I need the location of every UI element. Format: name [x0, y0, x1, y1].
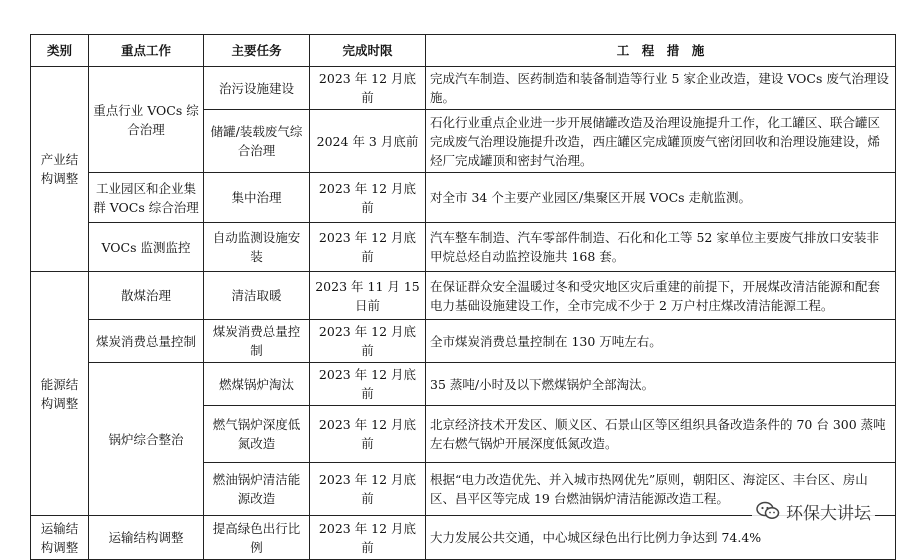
task-cell: 燃气锅炉深度低氮改造	[204, 406, 310, 463]
deadline-cell: 2023 年 12 月底前	[310, 320, 426, 363]
table-row	[31, 320, 896, 363]
table-row	[31, 363, 896, 406]
measure-cell: 在保证群众安全温暖过冬和受灾地区灾后重建的前提下，开展煤改清洁能源和配套电力基础设施建设工作，全市完成不少于 2 万户村庄煤改清洁能源工程。	[426, 272, 896, 320]
key-work-cell: 锅炉综合整治	[89, 363, 204, 516]
group-industry: 产业结构调整	[31, 67, 89, 272]
measure-cell: 35 蒸吨/小时及以下燃煤锅炉全部淘汰。	[426, 363, 896, 406]
measure-cell: 汽车整车制造、汽车零部件制造、石化和化工等 52 家单位主要废气排放口安装非甲烷总烃自动监控设施共 168 套。	[426, 223, 896, 272]
task-cell: 集中治理	[204, 173, 310, 223]
deadline-cell: 2023 年 12 月底前	[310, 223, 426, 272]
group-energy: 能源结构调整	[31, 272, 89, 516]
group-transport: 运输结构调整	[31, 516, 89, 560]
measure-cell: 北京经济技术开发区、顺义区、石景山区等区组织具备改造条件的 70 台 300 蒸吨左右燃气锅炉开展深度低氮改造。	[426, 406, 896, 463]
header-deadline: 完成时限	[310, 35, 426, 67]
key-work-cell: 散煤治理	[89, 272, 204, 320]
task-cell: 燃油锅炉清洁能源改造	[204, 463, 310, 516]
deadline-cell: 2023 年 12 月底前	[310, 67, 426, 110]
measure-cell: 大力发展公共交通，中心城区绿色出行比例力争达到 74.4%	[426, 516, 896, 560]
key-work-cell: VOCs 监测监控	[89, 223, 204, 272]
header-row	[31, 35, 896, 67]
deadline-cell: 2023 年 12 月底前	[310, 173, 426, 223]
table-row	[31, 173, 896, 223]
deadline-cell: 2023 年 12 月底前	[310, 516, 426, 560]
task-cell: 储罐/装载废气综合治理	[204, 110, 310, 173]
key-work-cell: 煤炭消费总量控制	[89, 320, 204, 363]
deadline-cell: 2023 年 12 月底前	[310, 463, 426, 516]
task-cell: 清洁取暖	[204, 272, 310, 320]
watermark	[752, 498, 875, 524]
table-row	[31, 67, 896, 110]
header-measures: 工 程 措 施	[426, 35, 896, 67]
deadline-cell: 2023 年 12 月底前	[310, 363, 426, 406]
deadline-cell: 2024 年 3 月底前	[310, 110, 426, 173]
measure-cell: 根据“电力改造优先、并入城市热网优先”原则，朝阳区、海淀区、丰台区、房山区、昌平区等完成 19 台燃油锅炉清洁能源改造工程。	[426, 463, 896, 516]
governance-measures-table	[30, 34, 896, 560]
task-cell: 治污设施建设	[204, 67, 310, 110]
deadline-cell: 2023 年 11 月 15 日前	[310, 272, 426, 320]
table-row	[31, 272, 896, 320]
wechat-icon	[756, 501, 780, 521]
task-cell: 煤炭消费总量控制	[204, 320, 310, 363]
watermark-text: 环保大讲坛	[786, 503, 871, 524]
key-work-cell: 运输结构调整	[89, 516, 204, 560]
header-main-task: 主要任务	[204, 35, 310, 67]
task-cell: 提高绿色出行比例	[204, 516, 310, 560]
measure-cell: 全市煤炭消费总量控制在 130 万吨左右。	[426, 320, 896, 363]
deadline-cell: 2023 年 12 月底前	[310, 406, 426, 463]
measure-cell: 完成汽车制造、医药制造和装备制造等行业 5 家企业改造，建设 VOCs 废气治理设施。	[426, 67, 896, 110]
header-category: 类别	[31, 35, 89, 67]
measure-cell: 对全市 34 个主要产业园区/集聚区开展 VOCs 走航监测。	[426, 173, 896, 223]
key-work-cell: 工业园区和企业集群 VOCs 综合治理	[89, 173, 204, 223]
table-row	[31, 223, 896, 272]
header-key-work: 重点工作	[89, 35, 204, 67]
task-cell: 燃煤锅炉淘汰	[204, 363, 310, 406]
key-work-cell: 重点行业 VOCs 综合治理	[89, 67, 204, 173]
task-cell: 自动监测设施安装	[204, 223, 310, 272]
measure-cell: 石化行业重点企业进一步开展储罐改造及治理设施提升工作，化工罐区、联合罐区完成废气治理设施提升改造，西庄罐区完成罐顶废气密闭回收和治理设施建设，烯烃厂完成罐顶和密封气治理。	[426, 110, 896, 173]
